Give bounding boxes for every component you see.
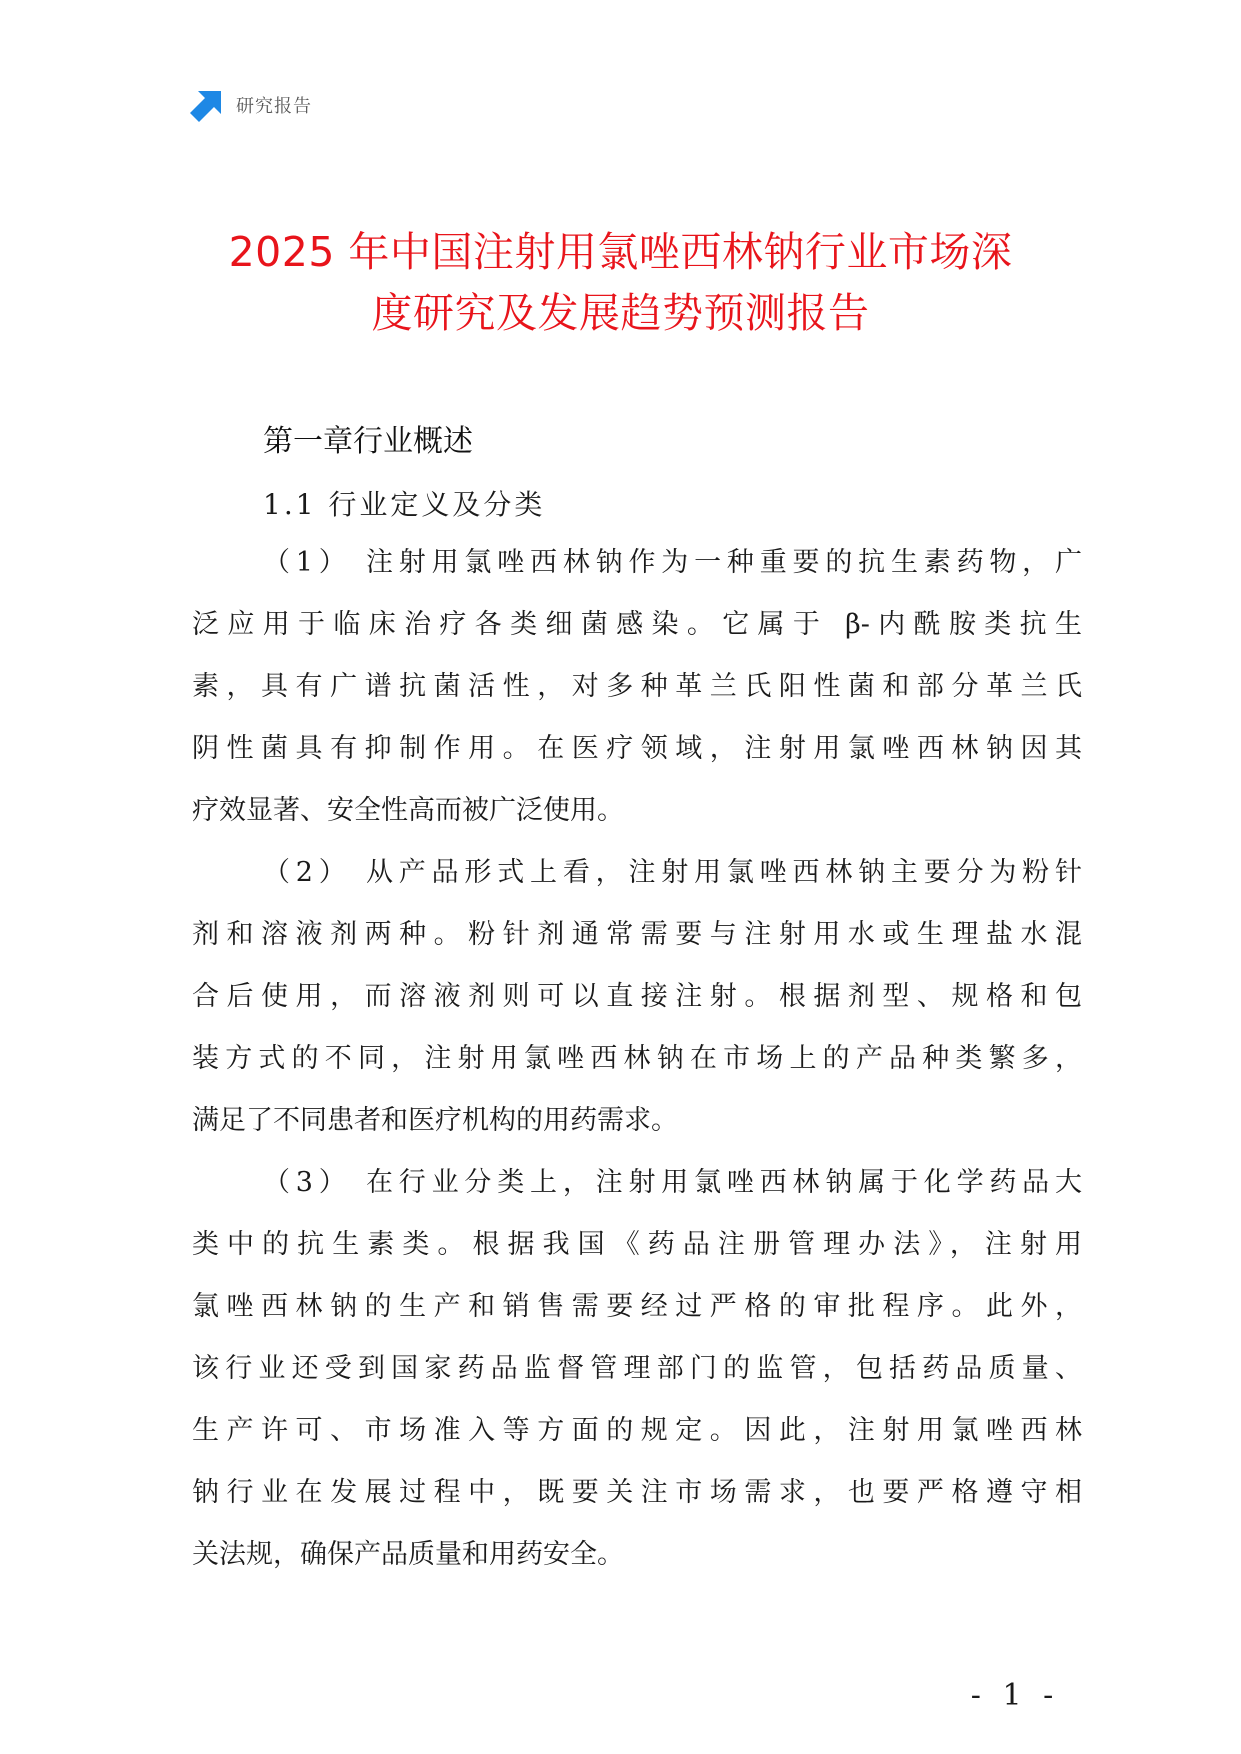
paragraph-line: 该行业还受到国家药品监督管理部门的监管，包括药品质量、	[192, 1353, 1082, 1384]
document-title	[150, 222, 1091, 344]
paragraph-line: 阴性菌具有抑制作用。在医疗领域，注射用氯唑西林钠因其	[192, 733, 1082, 764]
paragraph-line: （3） 在行业分类上，注射用氯唑西林钠属于化学药品大	[263, 1167, 1082, 1198]
arrow-up-right-icon	[190, 88, 224, 122]
paragraph-line: 氯唑西林钠的生产和销售需要经过严格的审批程序。此外，	[192, 1291, 1082, 1322]
chapter-heading: 第一章行业概述	[263, 424, 473, 459]
report-header	[190, 88, 312, 122]
section-heading: 1.1 行业定义及分类	[263, 488, 546, 521]
paragraph-line: （2） 从产品形式上看，注射用氯唑西林钠主要分为粉针	[263, 857, 1082, 888]
paragraph-line: 类中的抗生素类。根据我国《药品注册管理办法》，注射用	[192, 1229, 1082, 1260]
paragraph-line: 关法规，确保产品质量和用药安全。	[192, 1539, 624, 1570]
header-label: 研究报告	[236, 96, 312, 117]
page-number: - 1 -	[970, 1678, 1060, 1713]
paragraph-2	[192, 842, 1082, 1152]
paragraph-line: 钠行业在发展过程中，既要关注市场需求，也要严格遵守相	[192, 1477, 1082, 1508]
title-line-2: 度研究及发展趋势预测报告	[371, 289, 870, 337]
paragraph-line: （1） 注射用氯唑西林钠作为一种重要的抗生素药物，广	[263, 547, 1082, 578]
paragraph-3	[192, 1152, 1082, 1586]
paragraph-line: 合后使用，而溶液剂则可以直接注射。根据剂型、规格和包	[192, 981, 1082, 1012]
paragraph-line: 满足了不同患者和医疗机构的用药需求。	[192, 1105, 678, 1136]
paragraph-1	[192, 532, 1082, 842]
paragraph-line: 剂和溶液剂两种。粉针剂通常需要与注射用水或生理盐水混	[192, 919, 1082, 950]
title-line-1: 2025 年中国注射用氯唑西林钠行业市场深	[228, 228, 1013, 276]
paragraph-line: 疗效显著、安全性高而被广泛使用。	[192, 795, 624, 826]
paragraph-line: 生产许可、市场准入等方面的规定。因此，注射用氯唑西林	[192, 1415, 1082, 1446]
paragraph-line: 素，具有广谱抗菌活性，对多种革兰氏阳性菌和部分革兰氏	[192, 671, 1082, 702]
paragraph-line: 装方式的不同，注射用氯唑西林钠在市场上的产品种类繁多，	[192, 1043, 1082, 1074]
paragraph-line: 泛应用于临床治疗各类细菌感染。它属于 β-内酰胺类抗生	[192, 609, 1082, 640]
